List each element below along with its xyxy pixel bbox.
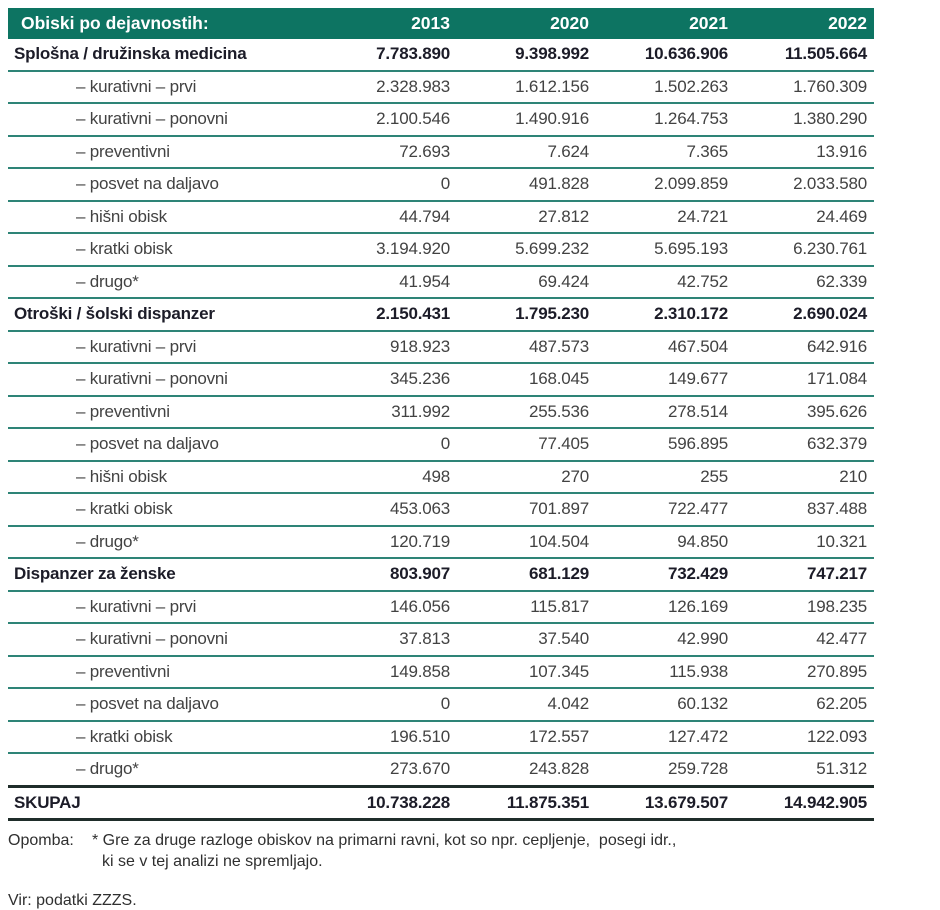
footnote-body xyxy=(92,830,676,872)
row-value: 69.424 xyxy=(457,266,596,299)
row-value: 3.194.920 xyxy=(318,233,457,266)
row-value: 701.897 xyxy=(457,493,596,526)
row-value: 722.477 xyxy=(596,493,735,526)
row-label: – kratki obisk xyxy=(8,721,318,754)
row-value: 1.502.263 xyxy=(596,71,735,104)
row-value: 803.907 xyxy=(318,558,457,591)
row-value: 259.728 xyxy=(596,753,735,786)
row-label: – drugo* xyxy=(8,526,318,559)
source-line: Vir: podatki ZZZS. xyxy=(8,892,137,910)
row-value: 278.514 xyxy=(596,396,735,429)
row-label: – preventivni xyxy=(8,656,318,689)
row-value: 273.670 xyxy=(318,753,457,786)
row-label: – drugo* xyxy=(8,753,318,786)
row-value: 5.699.232 xyxy=(457,233,596,266)
row-label: – posvet na daljavo xyxy=(8,688,318,721)
table-row xyxy=(8,201,874,234)
table-row xyxy=(8,331,874,364)
row-value: 2.150.431 xyxy=(318,298,457,331)
row-value: 243.828 xyxy=(457,753,596,786)
row-value: 149.858 xyxy=(318,656,457,689)
year-column-header-2020: 2020 xyxy=(457,8,596,39)
row-value: 270.895 xyxy=(735,656,874,689)
row-value: 2.100.546 xyxy=(318,103,457,136)
row-label: – preventivni xyxy=(8,396,318,429)
table-row xyxy=(8,753,874,786)
table-row xyxy=(8,266,874,299)
row-value: 1.264.753 xyxy=(596,103,735,136)
row-value: 747.217 xyxy=(735,558,874,591)
row-value: 837.488 xyxy=(735,493,874,526)
row-label: – kurativni – prvi xyxy=(8,71,318,104)
row-value: 172.557 xyxy=(457,721,596,754)
table-row xyxy=(8,363,874,396)
row-value: 27.812 xyxy=(457,201,596,234)
table-row xyxy=(8,656,874,689)
row-value: 210 xyxy=(735,461,874,494)
row-value: 1.380.290 xyxy=(735,103,874,136)
row-value: 491.828 xyxy=(457,168,596,201)
row-label: – kratki obisk xyxy=(8,233,318,266)
row-label: Otroški / šolski dispanzer xyxy=(8,298,318,331)
row-value: 51.312 xyxy=(735,753,874,786)
row-value: 7.624 xyxy=(457,136,596,169)
row-label: – kratki obisk xyxy=(8,493,318,526)
row-value: 255.536 xyxy=(457,396,596,429)
row-value: 487.573 xyxy=(457,331,596,364)
table-row xyxy=(8,136,874,169)
row-value: 4.042 xyxy=(457,688,596,721)
row-value: 107.345 xyxy=(457,656,596,689)
row-value: 42.752 xyxy=(596,266,735,299)
row-value: 13.916 xyxy=(735,136,874,169)
row-value: 1.612.156 xyxy=(457,71,596,104)
row-value: 681.129 xyxy=(457,558,596,591)
footnote-line-1: * Gre za druge razloge obiskov na primarni ravni, kot so npr. cepljenje, posegi idr., xyxy=(92,832,677,849)
row-label: – hišni obisk xyxy=(8,201,318,234)
row-value: 2.328.983 xyxy=(318,71,457,104)
row-value: 196.510 xyxy=(318,721,457,754)
row-value: 94.850 xyxy=(596,526,735,559)
row-value: 0 xyxy=(318,688,457,721)
table-row xyxy=(8,103,874,136)
row-value: 10.738.228 xyxy=(318,786,457,820)
row-value: 171.084 xyxy=(735,363,874,396)
row-value: 146.056 xyxy=(318,591,457,624)
table-row xyxy=(8,39,874,71)
row-value: 60.132 xyxy=(596,688,735,721)
row-value: 918.923 xyxy=(318,331,457,364)
row-label: – kurativni – prvi xyxy=(8,331,318,364)
table-row xyxy=(8,428,874,461)
row-value: 24.721 xyxy=(596,201,735,234)
row-value: 42.990 xyxy=(596,623,735,656)
row-label: Splošna / družinska medicina xyxy=(8,39,318,71)
table-row xyxy=(8,623,874,656)
row-value: 498 xyxy=(318,461,457,494)
row-label: – drugo* xyxy=(8,266,318,299)
row-label: – posvet na daljavo xyxy=(8,168,318,201)
row-value: 62.339 xyxy=(735,266,874,299)
row-value: 255 xyxy=(596,461,735,494)
table-title: Obiski po dejavnostih: xyxy=(8,8,318,39)
row-value: 311.992 xyxy=(318,396,457,429)
row-value: 1.795.230 xyxy=(457,298,596,331)
row-value: 2.033.580 xyxy=(735,168,874,201)
year-column-header-2021: 2021 xyxy=(596,8,735,39)
table-header-row xyxy=(8,8,874,39)
row-value: 0 xyxy=(318,428,457,461)
table-row xyxy=(8,526,874,559)
row-value: 2.099.859 xyxy=(596,168,735,201)
row-value: 10.636.906 xyxy=(596,39,735,71)
visits-by-activity-table xyxy=(8,8,874,821)
row-value: 13.679.507 xyxy=(596,786,735,820)
row-value: 104.504 xyxy=(457,526,596,559)
row-value: 270 xyxy=(457,461,596,494)
footnote-label: Opomba: xyxy=(8,832,74,849)
table-row xyxy=(8,396,874,429)
row-label: – kurativni – ponovni xyxy=(8,103,318,136)
year-column-header-2022: 2022 xyxy=(735,8,874,39)
row-value: 7.783.890 xyxy=(318,39,457,71)
row-value: 42.477 xyxy=(735,623,874,656)
row-value: 7.365 xyxy=(596,136,735,169)
row-value: 2.310.172 xyxy=(596,298,735,331)
row-value: 14.942.905 xyxy=(735,786,874,820)
table-row xyxy=(8,298,874,331)
table-row xyxy=(8,71,874,104)
row-label: – kurativni – ponovni xyxy=(8,623,318,656)
row-label: Dispanzer za ženske xyxy=(8,558,318,591)
footnote-line-2: ki se v tej analizi ne spremljajo. xyxy=(102,853,323,871)
row-value: 11.875.351 xyxy=(457,786,596,820)
row-value: 120.719 xyxy=(318,526,457,559)
table-row xyxy=(8,493,874,526)
row-value: 115.938 xyxy=(596,656,735,689)
row-value: 11.505.664 xyxy=(735,39,874,71)
row-value: 44.794 xyxy=(318,201,457,234)
row-value: 72.693 xyxy=(318,136,457,169)
row-value: 642.916 xyxy=(735,331,874,364)
table-row xyxy=(8,721,874,754)
row-value: 632.379 xyxy=(735,428,874,461)
row-label: – hišni obisk xyxy=(8,461,318,494)
row-value: 149.677 xyxy=(596,363,735,396)
row-value: 168.045 xyxy=(457,363,596,396)
row-value: 395.626 xyxy=(735,396,874,429)
row-value: 24.469 xyxy=(735,201,874,234)
row-value: 596.895 xyxy=(596,428,735,461)
row-value: 122.093 xyxy=(735,721,874,754)
row-value: 5.695.193 xyxy=(596,233,735,266)
row-value: 467.504 xyxy=(596,331,735,364)
row-value: 127.472 xyxy=(596,721,735,754)
row-value: 1.490.916 xyxy=(457,103,596,136)
row-value: 126.169 xyxy=(596,591,735,624)
table-row xyxy=(8,168,874,201)
row-label: SKUPAJ xyxy=(8,786,318,820)
year-column-header-2013: 2013 xyxy=(318,8,457,39)
table-row xyxy=(8,786,874,820)
row-value: 453.063 xyxy=(318,493,457,526)
row-value: 198.235 xyxy=(735,591,874,624)
row-value: 0 xyxy=(318,168,457,201)
footnote xyxy=(8,830,888,872)
row-label: – kurativni – ponovni xyxy=(8,363,318,396)
row-value: 62.205 xyxy=(735,688,874,721)
row-value: 1.760.309 xyxy=(735,71,874,104)
table-row xyxy=(8,558,874,591)
row-value: 115.817 xyxy=(457,591,596,624)
row-value: 9.398.992 xyxy=(457,39,596,71)
table-row xyxy=(8,591,874,624)
row-value: 2.690.024 xyxy=(735,298,874,331)
row-value: 37.540 xyxy=(457,623,596,656)
row-label: – posvet na daljavo xyxy=(8,428,318,461)
table-row xyxy=(8,688,874,721)
row-value: 10.321 xyxy=(735,526,874,559)
row-value: 77.405 xyxy=(457,428,596,461)
row-value: 732.429 xyxy=(596,558,735,591)
row-value: 37.813 xyxy=(318,623,457,656)
row-label: – kurativni – prvi xyxy=(8,591,318,624)
table-row xyxy=(8,233,874,266)
row-value: 41.954 xyxy=(318,266,457,299)
row-value: 345.236 xyxy=(318,363,457,396)
row-label: – preventivni xyxy=(8,136,318,169)
row-value: 6.230.761 xyxy=(735,233,874,266)
table-row xyxy=(8,461,874,494)
